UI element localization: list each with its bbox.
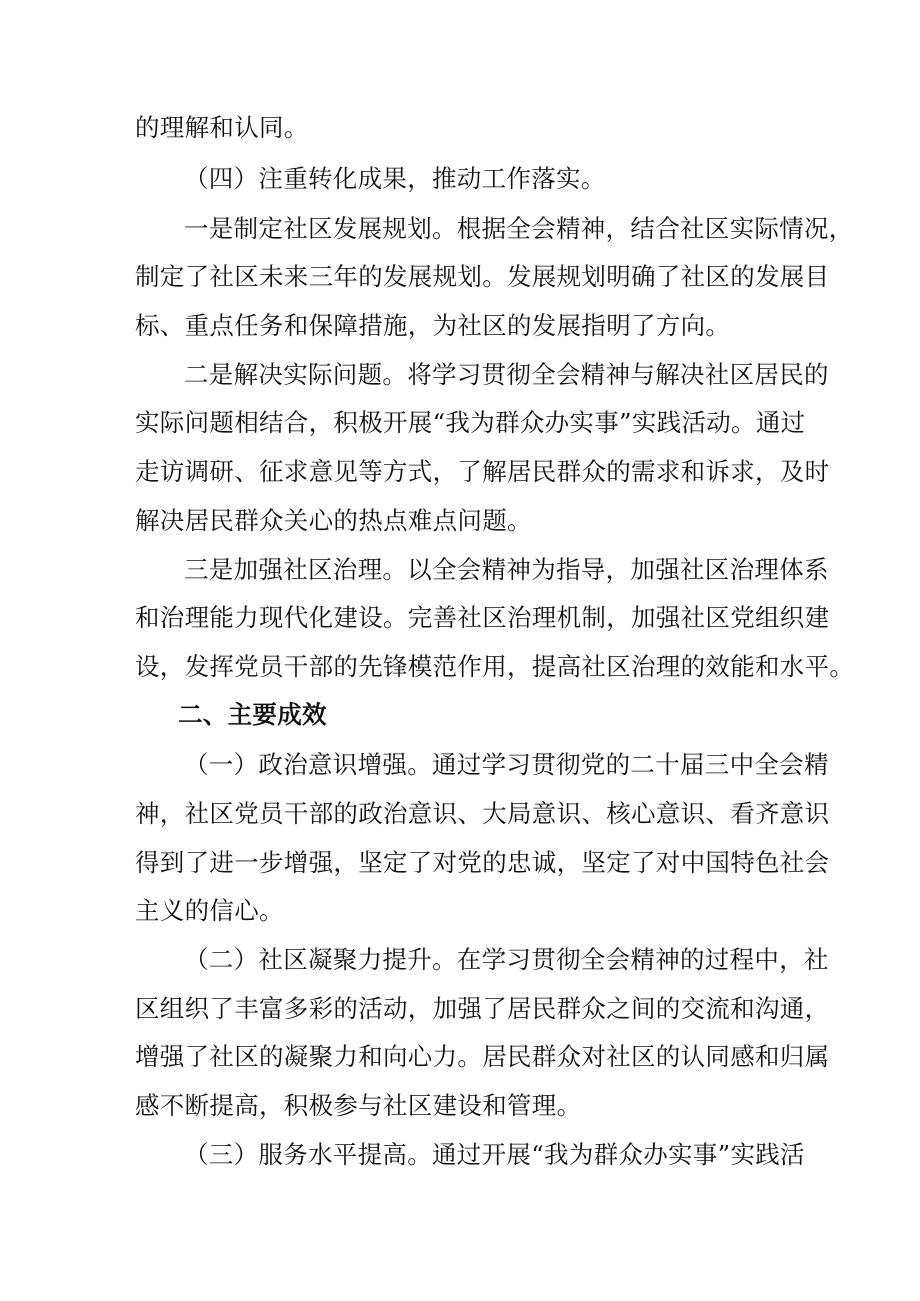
text-line: 和治理能力现代化建设。完善社区治理机制，加强社区党组织建 (135, 603, 830, 632)
text-line: 神，社区党员干部的政治意识、大局意识、核心意识、看齐意识 (135, 799, 830, 828)
text-line: 主义的信心。 (135, 896, 284, 925)
text-line: 二是解决实际问题。将学习贯彻全会精神与解决社区居民的 (184, 360, 829, 389)
text-line: （三）服务水平提高。通过开展“我为群众办实事”实践活 (184, 1140, 805, 1169)
text-line: 三是加强社区治理。以全会精神为指导，加强社区治理体系 (184, 555, 829, 584)
text-line: 实际问题相结合，积极开展“我为群众办实事”实践活动。通过 (135, 408, 806, 437)
text-line: 感不断提高，积极参与社区建设和管理。 (135, 1091, 582, 1120)
text-line: 制定了社区未来三年的发展规划。发展规划明确了社区的发展目 (135, 262, 830, 291)
text-line: 走访调研、征求意见等方式，了解居民群众的需求和诉求，及时 (135, 457, 830, 486)
text-line: 得到了进一步增强，坚定了对党的忠诚，坚定了对中国特色社会 (135, 848, 830, 877)
section-heading: （四）注重转化成果，推动工作落实。 (184, 164, 606, 193)
text-line: 一是制定社区发展规划。根据全会精神，结合社区实际情况， (184, 214, 854, 243)
text-line: （二）社区凝聚力提升。在学习贯彻全会精神的过程中，社 (184, 945, 829, 974)
chapter-heading: 二、主要成效 (178, 700, 327, 729)
text-line: （一）政治意识增强。通过学习贯彻党的二十届三中全会精 (184, 750, 829, 779)
text-line: 区组织了丰富多彩的活动，加强了居民群众之间的交流和沟通， (135, 994, 830, 1023)
text-line: 的理解和认同。 (135, 113, 309, 142)
text-line: 标、重点任务和保障措施，为社区的发展指明了方向。 (135, 311, 731, 340)
text-line: 设，发挥党员干部的先锋模范作用，提高社区治理的效能和水平。 (135, 652, 855, 681)
text-line: 解决居民群众关心的热点难点问题。 (135, 506, 532, 535)
text-line: 增强了社区的凝聚力和向心力。居民群众对社区的认同感和归属 (135, 1042, 830, 1071)
